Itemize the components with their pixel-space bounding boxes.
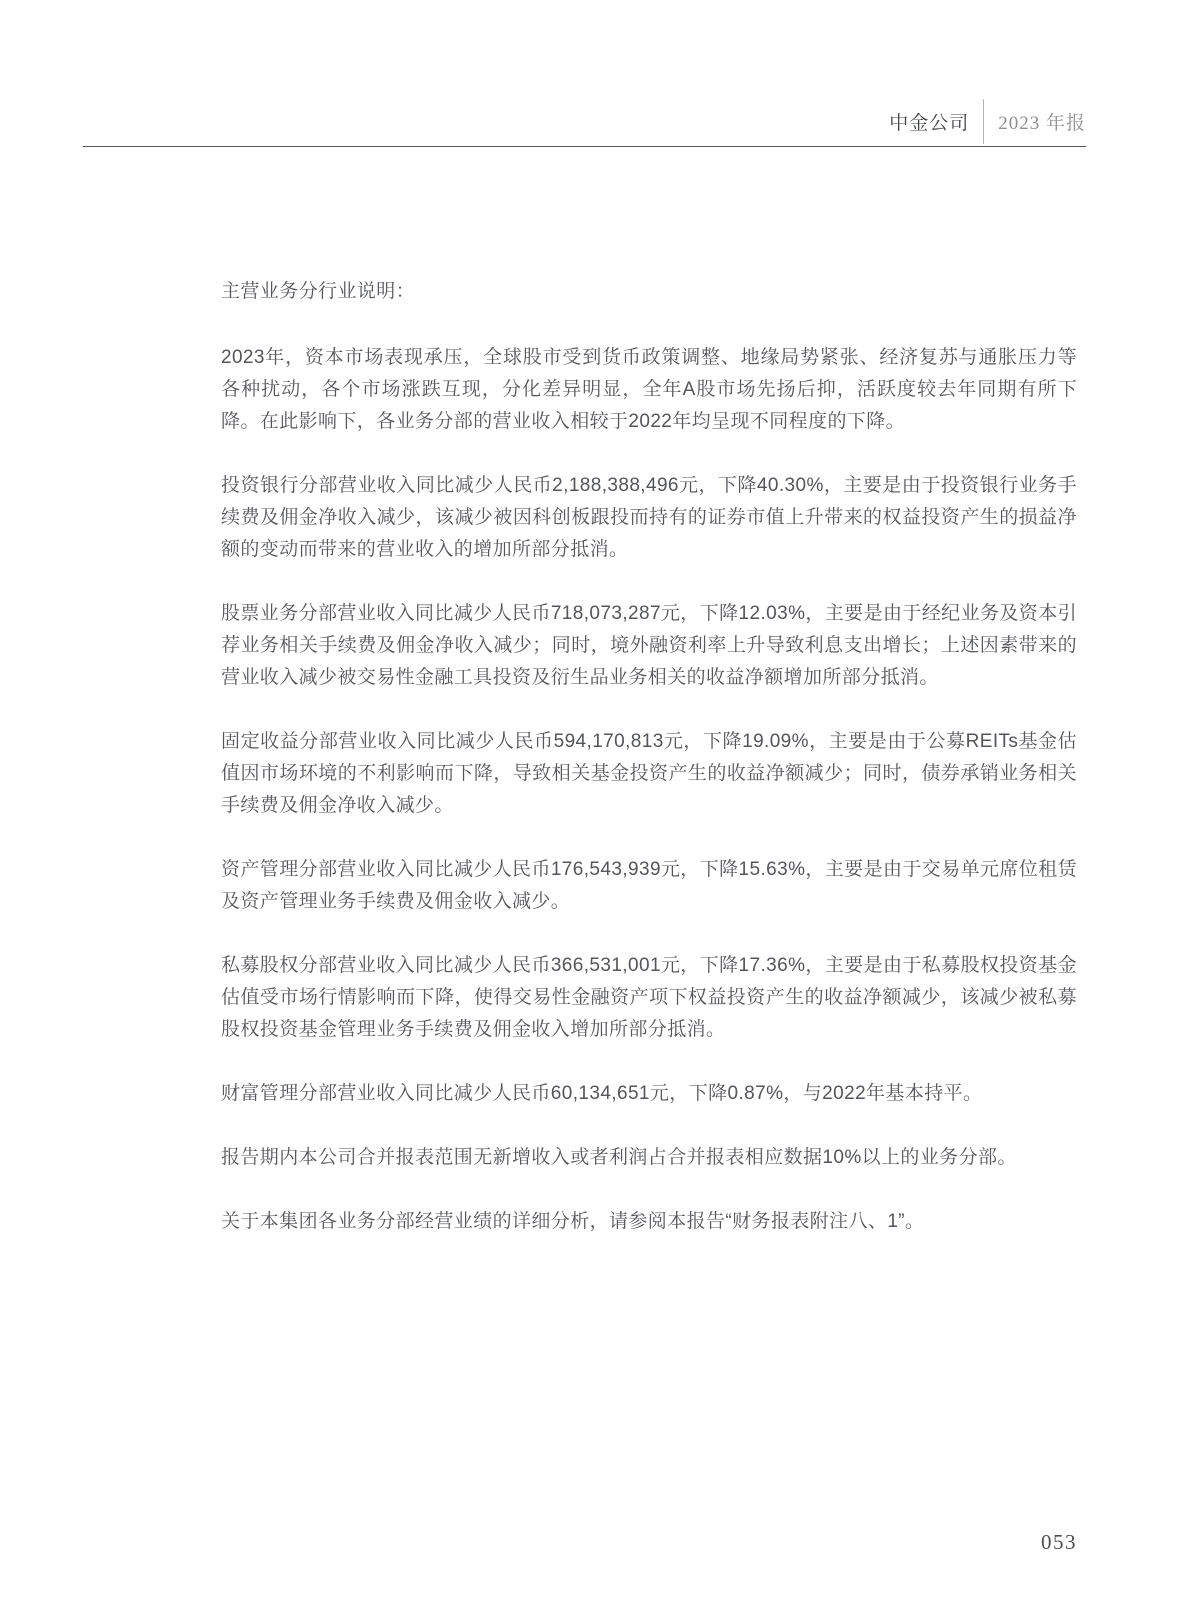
report-edition: 2023 年报 — [998, 113, 1086, 134]
paragraph-fixed-income: 固定收益分部营业收入同比减少人民币594,170,813元，下降19.09%，主要是由于公募REITs基金估值因市场环境的不利影响而下降，导致相关基金投资产生的收益净额减少；同时，债券承销业务相关手续费及佣金净收入减少。 — [221, 731, 1077, 816]
company-name: 中金公司 — [889, 113, 970, 134]
header-divider — [983, 99, 984, 144]
page-number: 053 — [1041, 1530, 1077, 1554]
paragraph-equities: 股票业务分部营业收入同比减少人民币718,073,287元，下降12.03%，主要是由于经纪业务及资本引荐业务相关手续费及佣金净收入减少；同时，境外融资利率上升导致利息支出增长；上述因素带来的营业收入减少被交易性金融工具投资及衍生品业务相关的收益净额增加所部分抵消。 — [221, 603, 1077, 688]
paragraph-investment-banking: 投资银行分部营业收入同比减少人民币2,188,388,496元，下降40.30%，主要是由于投资银行业务手续费及佣金净收入减少，该减少被因科创板跟投而持有的证券市值上升带来的权益投资产生的损益净额的变动而带来的营业收入的增加所部分抵消。 — [221, 475, 1077, 560]
page-header — [889, 99, 1086, 144]
header-rule — [83, 146, 1086, 147]
main-content — [221, 276, 1077, 1238]
paragraph-market-overview: 2023年，资本市场表现承压，全球股市受到货币政策调整、地缘局势紧张、经济复苏与通胀压力等各种扰动，各个市场涨跌互现，分化差异明显，全年A股市场先扬后抑，活跃度较去年同期有所下降。在此影响下，各业务分部的营业收入相较于2022年均呈现不同程度的下降。 — [221, 347, 1077, 432]
section-title: 主营业务分行业说明： — [221, 281, 416, 302]
paragraph-reference-note: 关于本集团各业务分部经营业绩的详细分析，请参阅本报告“财务报表附注八、1”。 — [221, 1211, 925, 1232]
paragraph-private-equity: 私募股权分部营业收入同比减少人民币366,531,001元，下降17.36%，主要是由于私募股权投资基金估值受市场行情影响而下降，使得交易性金融资产项下权益投资产生的收益净额减少，该减少被私募股权投资基金管理业务手续费及佣金收入增加所部分抵消。 — [221, 955, 1077, 1040]
paragraph-asset-management: 资产管理分部营业收入同比减少人民币176,543,939元，下降15.63%，主要是由于交易单元席位租赁及资产管理业务手续费及佣金收入减少。 — [221, 859, 1077, 912]
paragraph-wealth-management: 财富管理分部营业收入同比减少人民币60,134,651元，下降0.87%，与2022年基本持平。 — [221, 1083, 983, 1104]
paragraph-reporting-scope: 报告期内本公司合并报表范围无新增收入或者利润占合并报表相应数据10%以上的业务分部。 — [221, 1147, 1017, 1168]
